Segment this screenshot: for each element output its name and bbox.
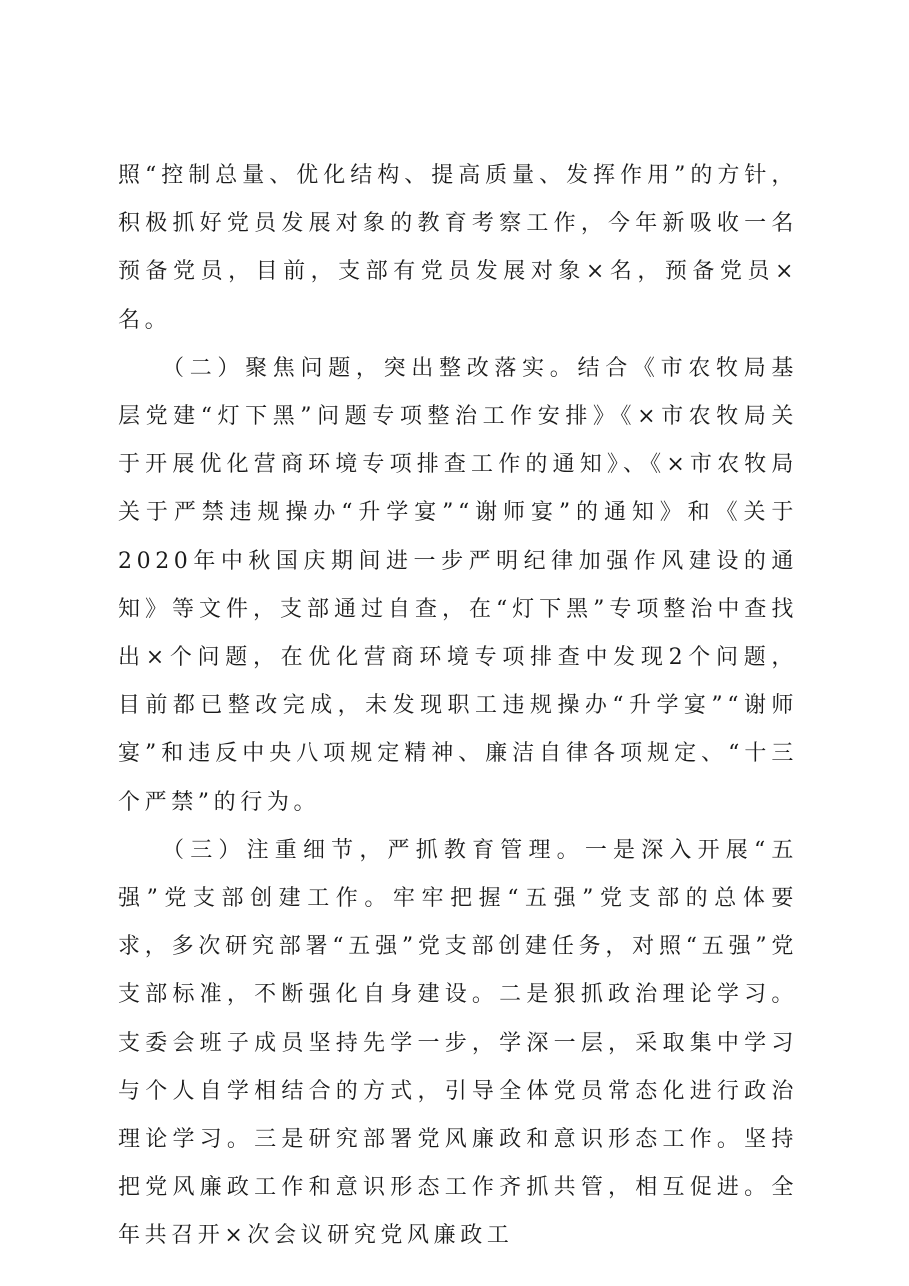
paragraph-1: 照“控制总量、优化结构、提高质量、发挥作用”的方针，积极抓好党员发展对象的教育考察工作，今年新吸收一名预备党员，目前，支部有党员发展对象×名，预备党员×名。: [118, 163, 798, 333]
paragraph-3: （三）注重细节，严抓教育管理。一是深入开展“五强”党支部创建工作。牢牢把握“五强”党支部的总体要求，多次研究部署“五强”党支部创建任务，对照“五强”党支部标准，不断强化自身建设。二是狠抓政治理论学习。支委会班子成员坚持先学一步，学深一层，采取集中学习与个人自学相结合的方式，引导全体党员常态化进行政治理论学习。三是研究部署党风廉政和意识形态工作。坚持把党风廉政工作和意识形态工作齐抓共管，相互促进。全年共召开×次会议研究党风廉政工: [118, 837, 798, 1249]
body-text: [118, 152, 798, 1261]
paragraph-2: （二）聚焦问题，突出整改落实。结合《市农牧局基层党建“灯下黑”问题专项整治工作安排》《×市农牧局关于开展优化营商环境专项排查工作的通知》、《×市农牧局关于严禁违规操办“升学宴”“谢师宴”的通知》和《关于2020年中秋国庆期间进一步严明纪律加强作风建设的通知》等文件，支部通过自查，在“灯下黑”专项整治中查找出×个问题，在优化营商环境专项排查中发现2个问题，目前都已整改完成，未发现职工违规操办“升学宴”“谢师宴”和违反中央八项规定精神、廉洁自律各项规定、“十三个严禁”的行为。: [118, 355, 798, 815]
